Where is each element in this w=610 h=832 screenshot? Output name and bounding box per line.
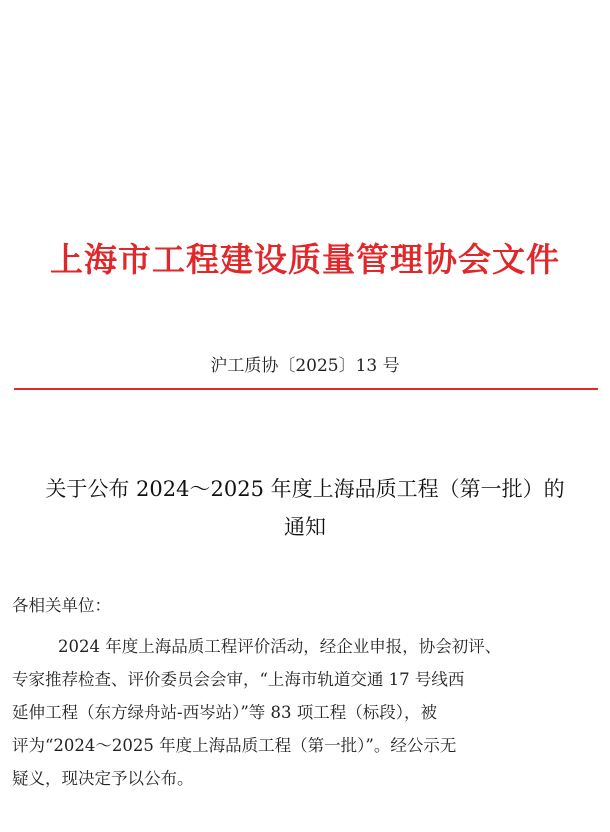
body-line-1: 2024 年度上海品质工程评价活动，经企业申报，协会初评、 <box>58 637 502 656</box>
notice-title-line-2: 通知 <box>284 515 326 539</box>
salutation: 各相关单位： <box>12 596 111 615</box>
document-number: 沪工质协〔2025〕13 号 <box>210 356 400 376</box>
body-line-4: 评为“2024～2025 年度上海品质工程（第一批）”。经公示无 <box>12 736 457 755</box>
organization-header-title: 上海市工程建设质量管理协会文件 <box>50 240 560 279</box>
header-red-divider <box>14 388 598 390</box>
notice-title-line-1: 关于公布 2024～2025 年度上海品质工程（第一批）的 <box>45 477 565 501</box>
body-line-3: 延伸工程（东方绿舟站-西岑站）”等 83 项工程（标段），被 <box>12 703 437 722</box>
body-paragraph <box>12 630 602 795</box>
body-line-5: 疑义，现决定予以公布。 <box>12 769 194 788</box>
body-line-2: 专家推荐检查、评价委员会会审，“上海市轨道交通 17 号线西 <box>12 670 465 689</box>
notice-title <box>0 470 610 546</box>
